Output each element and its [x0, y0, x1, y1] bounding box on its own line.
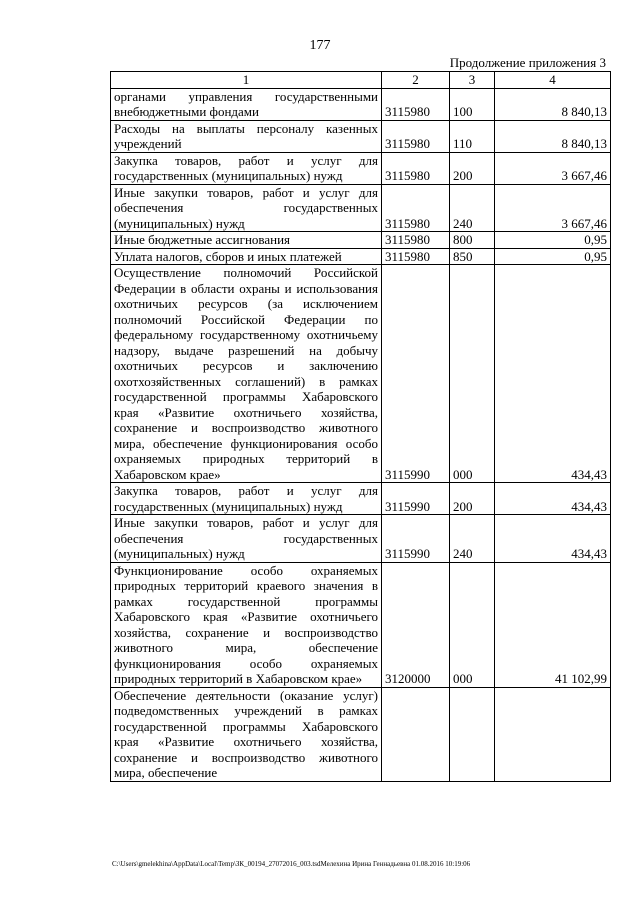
table-row [111, 515, 611, 563]
expense-type-code: 850 [450, 248, 495, 265]
column-header: 3 [450, 72, 495, 89]
target-article-code: 3120000 [382, 562, 450, 687]
table-row [111, 120, 611, 152]
expense-type-code: 000 [450, 562, 495, 687]
target-article-code: 3115980 [382, 248, 450, 265]
row-description: Уплата налогов, сборов и иных платежей [111, 248, 382, 265]
row-description: органами управления государственными внебюджетными фондами [111, 88, 382, 120]
row-description: Иные бюджетные ассигнования [111, 232, 382, 249]
continuation-note: Продолжение приложения 3 [449, 55, 606, 70]
table-row [111, 88, 611, 120]
amount: 8 840,13 [495, 88, 611, 120]
amount: 434,43 [495, 515, 611, 563]
expense-type-code: 110 [450, 120, 495, 152]
column-header: 4 [495, 72, 611, 89]
amount: 0,95 [495, 248, 611, 265]
expense-type-code: 200 [450, 152, 495, 184]
row-description: Расходы на выплаты персоналу казенных учреждений [111, 120, 382, 152]
target-article-code: 3115990 [382, 515, 450, 563]
table-row [111, 248, 611, 265]
table-row [111, 483, 611, 515]
amount: 0,95 [495, 232, 611, 249]
amount [495, 687, 611, 781]
row-description: Иные закупки товаров, работ и услуг для обеспечения государственных (муниципальных) нужд [111, 184, 382, 232]
column-header: 2 [382, 72, 450, 89]
table-header-row [111, 72, 611, 89]
file-path-footer: C:\Users\gmelekhina\AppData\Local\Temp\ЗК_00194_27072016_003.tsdМелехина Ирина Геннадьевна 01.08.2016 10:19:06 [112, 860, 471, 868]
table-row [111, 232, 611, 249]
expense-type-code: 200 [450, 483, 495, 515]
amount: 3 667,46 [495, 152, 611, 184]
page-number: 177 [309, 38, 331, 53]
budget-table [110, 71, 611, 782]
expense-type-code [450, 687, 495, 781]
table-row [111, 184, 611, 232]
table-row [111, 687, 611, 781]
amount: 8 840,13 [495, 120, 611, 152]
target-article-code: 3115980 [382, 88, 450, 120]
row-description: Закупка товаров, работ и услуг для государственных (муниципальных) нужд [111, 152, 382, 184]
column-header: 1 [111, 72, 382, 89]
expense-type-code: 240 [450, 515, 495, 563]
target-article-code: 3115990 [382, 265, 450, 483]
table-row [111, 265, 611, 483]
amount: 3 667,46 [495, 184, 611, 232]
target-article-code: 3115990 [382, 483, 450, 515]
target-article-code: 3115980 [382, 184, 450, 232]
table-row [111, 152, 611, 184]
target-article-code: 3115980 [382, 232, 450, 249]
row-description: Иные закупки товаров, работ и услуг для обеспечения государственных (муниципальных) нужд [111, 515, 382, 563]
expense-type-code: 100 [450, 88, 495, 120]
row-description: Осуществление полномочий Российской Федерации в области охраны и использования охотничьих ресурсов (за исключением полномочий Российской Федерации по федеральному государственному охотничьему надзору, выдаче разрешений на добычу охотничьих ресурсов и заключению охотхозяйственных соглашений) в рамках государственной программы Хабаровского края «Развитие охотничьего хозяйства, сохранение и воспроизводство животного мира, обеспечение функционирования особо охраняемых природных территорий в Хабаровском крае» [111, 265, 382, 483]
table-row [111, 562, 611, 687]
target-article-code [382, 687, 450, 781]
amount: 434,43 [495, 483, 611, 515]
expense-type-code: 240 [450, 184, 495, 232]
amount: 41 102,99 [495, 562, 611, 687]
row-description: Обеспечение деятельности (оказание услуг) подведомственных учреждений в рамках государственной программы Хабаровского края «Развитие охотничьего хозяйства, сохранение и воспроизводство животного мира, обеспечение [111, 687, 382, 781]
target-article-code: 3115980 [382, 120, 450, 152]
amount: 434,43 [495, 265, 611, 483]
row-description: Закупка товаров, работ и услуг для государственных (муниципальных) нужд [111, 483, 382, 515]
expense-type-code: 000 [450, 265, 495, 483]
expense-type-code: 800 [450, 232, 495, 249]
row-description: Функционирование особо охраняемых природных территорий краевого значения в рамках государственной программы Хабаровского края «Развитие охотничьего хозяйства, сохранение и воспроизводство животного мира, обеспечение функционирования особо охраняемых природных территорий в Хабаровском крае» [111, 562, 382, 687]
target-article-code: 3115980 [382, 152, 450, 184]
